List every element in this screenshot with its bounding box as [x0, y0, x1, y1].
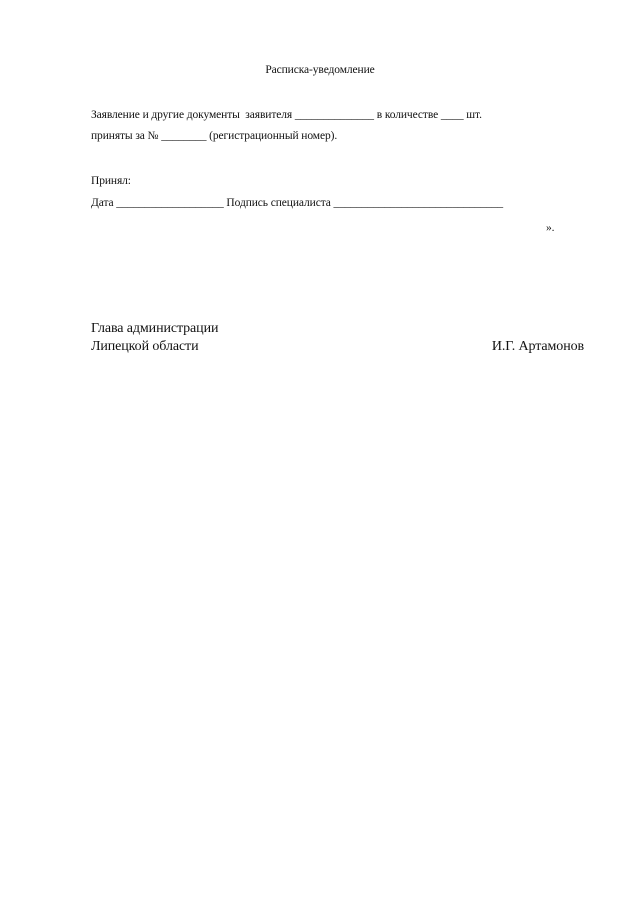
statement-line-applicant: Заявление и другие документы заявителя ______________ в количестве ____ шт. [91, 109, 482, 121]
signatory-position-line1: Глава администрации [91, 321, 219, 336]
accepted-label: Принял: [91, 175, 131, 187]
closing-quote: ». [546, 222, 555, 234]
signatory-position-line2: Липецкой области [91, 339, 199, 354]
signatory-name: И.Г. Артамонов [491, 339, 584, 354]
statement-line-registration: приняты за № ________ (регистрационный номер). [91, 130, 338, 142]
date-signature-line: Дата ___________________ Подпись специалиста ______________________________ [91, 197, 504, 209]
document-title: Расписка-уведомление [265, 64, 375, 76]
